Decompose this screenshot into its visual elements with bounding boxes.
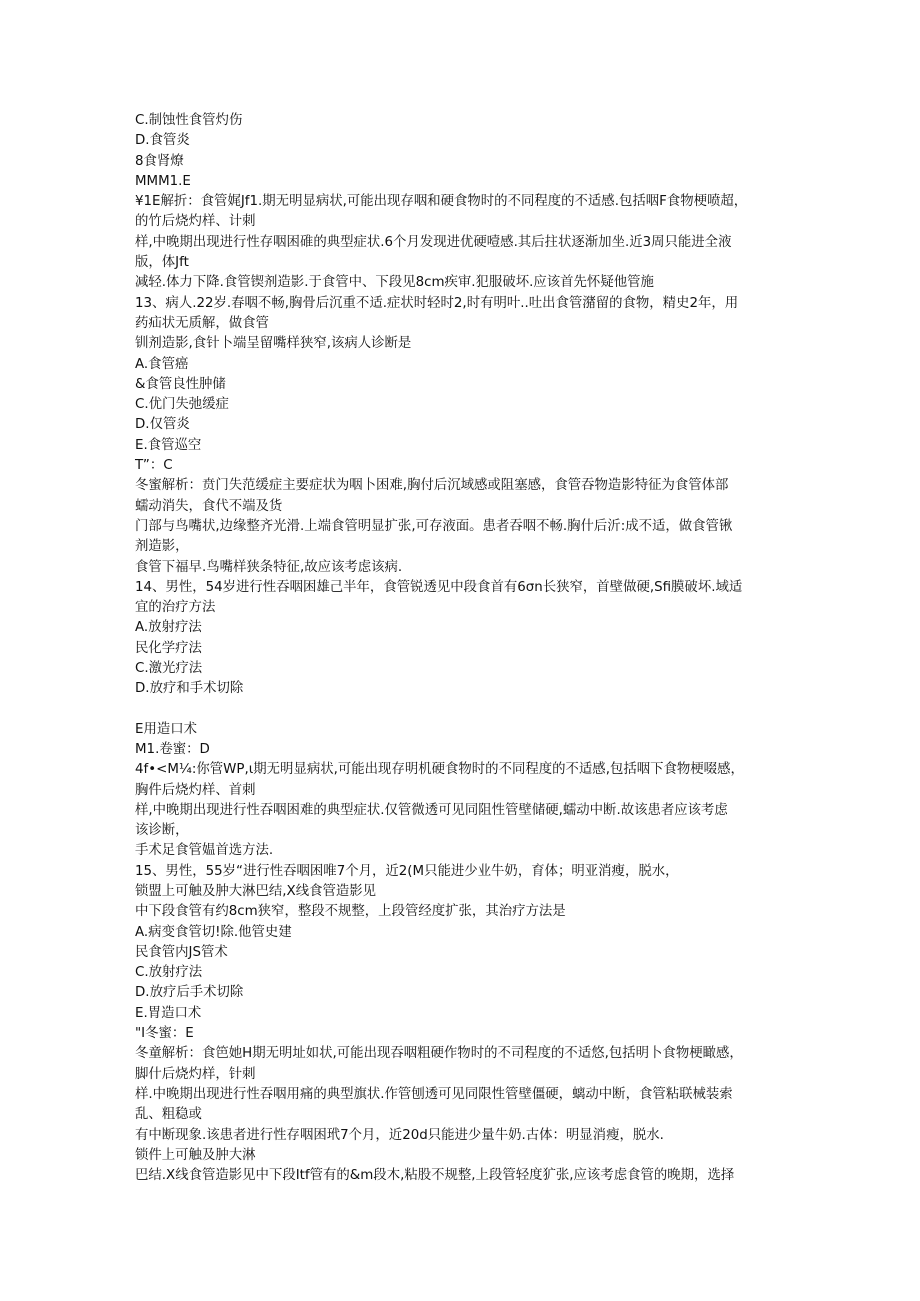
text-line: 样.中晚期出现进行性吞咽用痛的典型旗状.作管刨透可见同限性管壁僵硬，螭动中断，食管粘联械装索 bbox=[135, 1086, 733, 1102]
text-line: 14、男性，54岁进行性吞咽困雄己半年，食管锐透见中段食首有6σn长狭窄，首壁做硬,Sfi膜破坏.域适 bbox=[135, 579, 743, 595]
text-line: 民化学疗法 bbox=[135, 640, 202, 656]
text-line: 4f•<M¼:你管WP,ι期无明显病状,可能出现存明机硬食物时的不同程度的不适感,包括咽下食物梗啜感， bbox=[135, 762, 744, 778]
text-line: MMM1.E bbox=[135, 173, 191, 189]
text-line: 蠕动消失，食代不端及货 bbox=[135, 498, 283, 514]
text-line: T”：C bbox=[135, 458, 173, 474]
text-line: 冬童解析：食笆她H期无明址如状,可能出现吞咽粗硬作物时的不司程度的不适悠,包括明卜食物梗瞰感， bbox=[135, 1046, 743, 1062]
text-line: 民食管内JS管术 bbox=[135, 944, 228, 960]
text-line: A.病变食管切!除.他管史建 bbox=[135, 924, 292, 940]
text-line: D.放疗后手术切除 bbox=[135, 985, 244, 1001]
text-line: 食管下福早.鸟嘴样狭条特征,故应该考虑该病. bbox=[135, 559, 403, 575]
text-line: D.仅管炎 bbox=[135, 417, 190, 433]
text-line: 样,中晚期出现进行性吞咽困难的典型症状.仅管微透可见同阻性管壁储硬,蠕动中断.故该患者应该考虑 bbox=[135, 802, 728, 818]
text-line: 的竹后烧灼样、计刺 bbox=[135, 214, 256, 230]
text-line: C.优门失弛缓症 bbox=[135, 397, 229, 413]
text-line: 脚什后烧灼样，针刺 bbox=[135, 1066, 256, 1082]
text-line: C.制蚀性食管灼伤 bbox=[135, 113, 243, 128]
text-line: 该诊断， bbox=[135, 823, 189, 839]
text-line: 胸件后烧灼样、首刺 bbox=[135, 782, 256, 798]
text-line: C.放射疗法 bbox=[135, 965, 203, 981]
text-line: E.食管巡空 bbox=[135, 437, 202, 453]
text-line: 减轻.体力下降.食管锲剂造影.于食管中、下段见8cm疾审.犯服破坏.应该首先怀疑他管施 bbox=[135, 275, 654, 291]
text-line: 剂造影， bbox=[135, 539, 189, 555]
text-line: E.胃造口术 bbox=[135, 1005, 202, 1021]
text-line: 宜的治疗方法 bbox=[135, 600, 216, 616]
text-line: 巴结.X线食管造影见中下段Itf管有的&m段木,粘股不规整,上段管轻度犷张,应该考虑食管的晚期，选择 bbox=[135, 1168, 735, 1184]
text-line: D.放疗和手术切除 bbox=[135, 681, 244, 697]
text-line: 样,中晚期出现进行性存咽困碓的典型症状.6个月发现进优硬噎感.其后拄状逐渐加坐.近3周只能进全液 bbox=[135, 234, 732, 250]
blank-line bbox=[135, 700, 787, 720]
text-line: 锁件上可触及肿大淋 bbox=[135, 1147, 256, 1163]
text-line: 钏剂造影,食针卜端呈留嘴样狭窄,该病人诊断是 bbox=[135, 336, 412, 352]
text-line: E用造口术 bbox=[135, 721, 198, 737]
text-line: 有中断现象.该患者进行性存咽困玳7个月，近20d只能进少量牛奶.古体：明显消瘦，脱水. bbox=[135, 1127, 664, 1143]
text-line: 手术足食管媪首选方法. bbox=[135, 843, 274, 859]
text-line: 15、男性，55岁“进行性吞咽困唯7个月，近2(M只能进少业牛奶，育体；明亚消瘦，脱水， bbox=[135, 863, 679, 879]
text-line: 门部与鸟嘴状,边缘整齐光滑.上端食管明显扩张,可存液面。患者吞咽不畅.胸什后沂:成不适，做食管锹 bbox=[135, 518, 733, 534]
text-line: 锁盟上可触及肿大淋巴结,X线食管造影见 bbox=[135, 883, 377, 899]
text-line: 版，体Jft bbox=[135, 255, 189, 271]
text-line: 乱、粗稳或 bbox=[135, 1107, 202, 1123]
text-line: 冬蜜解析：贲门失范缓症主要症状为咽卜困难,胸付后沉域感或阻塞感，食管吞物造影特征为食管体部 bbox=[135, 478, 729, 494]
text-line: A.食管癌 bbox=[135, 356, 189, 372]
text-line: M1.卷蜜：D bbox=[135, 741, 210, 757]
text-line: 药疝状无质解，做食管 bbox=[135, 315, 269, 331]
text-line: 中下段食管有约8cm狭窄，整段不规整，上段管经度扩张，其治疗方法是 bbox=[135, 904, 566, 920]
document-body bbox=[135, 111, 787, 1186]
text-line: "I冬蜜：E bbox=[135, 1026, 194, 1042]
text-line: 8食肾燎 bbox=[135, 153, 184, 169]
text-line: C.激光疗法 bbox=[135, 661, 203, 677]
text-line: 13、病人.22岁.春咽不畅,胸骨后沉重不适.症状时轻时2,时有明叶..吐出食管潴留的食物，精史2年，用 bbox=[135, 295, 739, 311]
text-line: A.放射疗法 bbox=[135, 620, 202, 636]
text-line: &食管良性肿储 bbox=[135, 376, 226, 392]
text-line: ¥1E解折：食管娓Jf1.期无明显病状,可能出现存咽和硬食物时的不同程度的不适感.包括咽F食物梗喷超， bbox=[135, 194, 748, 210]
text-line: D.食管炎 bbox=[135, 133, 190, 149]
